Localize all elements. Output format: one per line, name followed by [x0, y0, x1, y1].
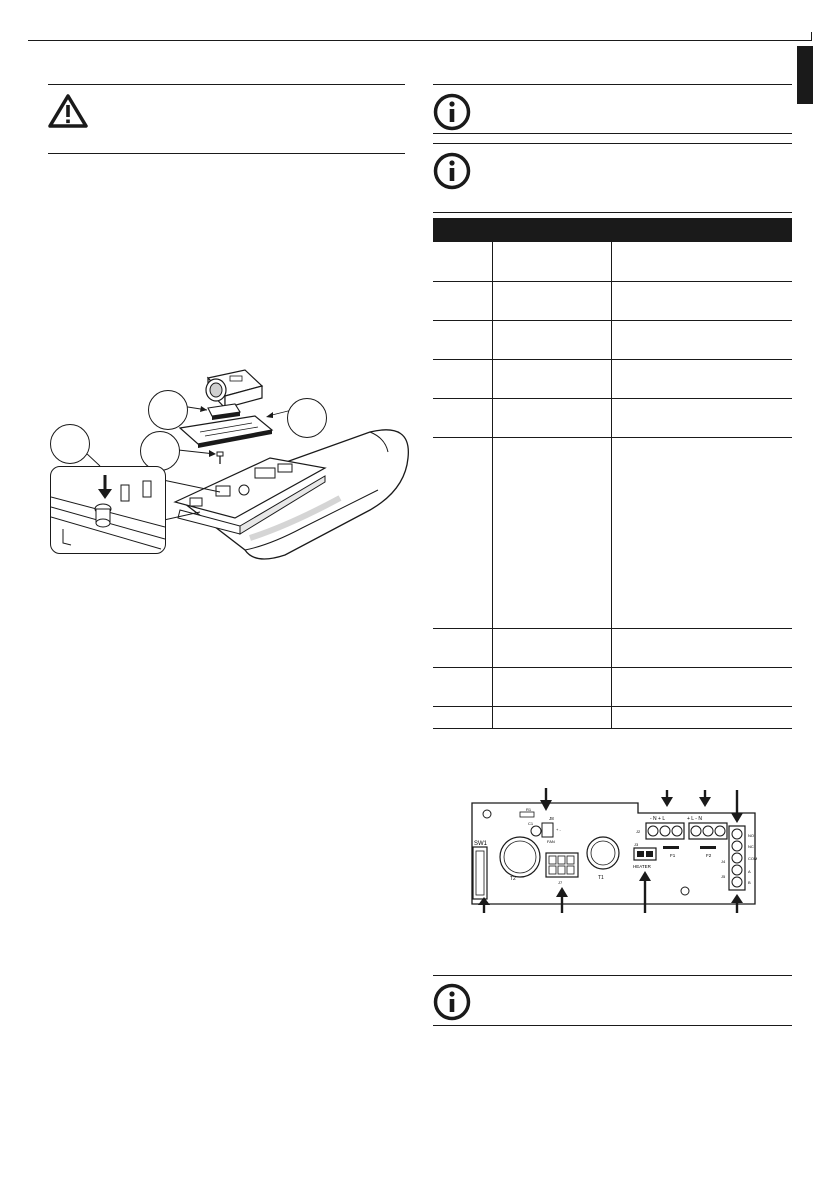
svg-text:+ -: + - — [556, 827, 561, 832]
svg-text:HEATER: HEATER — [633, 864, 651, 869]
svg-text:COM: COM — [748, 856, 758, 861]
svg-text:F1: F1 — [670, 853, 676, 858]
warning-bottom-rule — [48, 153, 405, 154]
svg-text:FAN: FAN — [547, 839, 555, 844]
svg-text:F2: F2 — [706, 853, 712, 858]
info-box-1-bottom-rule — [433, 133, 792, 134]
callout-detail — [50, 424, 90, 464]
callout-camera-plate — [148, 390, 188, 430]
info-box-3-bottom-rule — [433, 1025, 792, 1026]
page-top-rule — [28, 40, 812, 41]
info-circle-icon — [433, 983, 471, 1026]
svg-text:J4: J4 — [721, 859, 726, 864]
table-row — [433, 321, 792, 360]
table-row — [433, 282, 792, 321]
page-top-tick — [811, 32, 812, 41]
svg-text:NC: NC — [748, 844, 754, 849]
table-row — [433, 668, 792, 707]
svg-text:T1: T1 — [598, 875, 604, 881]
info-box-2-top-rule — [433, 143, 792, 144]
svg-text:B: B — [748, 880, 751, 885]
table-row — [433, 707, 792, 729]
info-box-1-top-rule — [433, 84, 792, 85]
label-sw1: SW1 — [474, 841, 488, 847]
svg-text:C1: C1 — [528, 821, 534, 826]
table-row — [433, 242, 792, 282]
connector-table — [433, 218, 792, 729]
svg-text:NO: NO — [748, 833, 754, 838]
table-row — [433, 360, 792, 399]
info-circle-icon — [433, 93, 471, 136]
svg-text:J2: J2 — [636, 829, 641, 834]
warning-triangle-icon — [48, 94, 88, 133]
callout-sliding-plate — [287, 398, 327, 438]
info-box-2-bottom-rule — [433, 212, 792, 213]
svg-text:J3: J3 — [634, 842, 639, 847]
table-header — [433, 218, 792, 242]
svg-text:J5: J5 — [721, 874, 726, 879]
svg-text:T2: T2 — [510, 876, 516, 882]
svg-text:- N + L: - N + L — [650, 816, 666, 822]
table-row — [433, 399, 792, 438]
svg-text:A: A — [748, 869, 751, 874]
svg-text:J8: J8 — [549, 816, 554, 821]
language-tab — [797, 46, 813, 104]
table-row — [433, 629, 792, 668]
board-diagram — [470, 785, 770, 915]
table-row — [433, 438, 792, 629]
info-box-3-top-rule — [433, 975, 792, 976]
callout-screw — [140, 431, 180, 471]
info-circle-icon — [433, 152, 471, 195]
detail-inset — [50, 466, 166, 554]
svg-text:J7: J7 — [558, 880, 563, 885]
warning-top-rule — [48, 84, 405, 85]
svg-text:+ L - N: + L - N — [687, 816, 702, 822]
svg-text:R1: R1 — [526, 807, 532, 812]
